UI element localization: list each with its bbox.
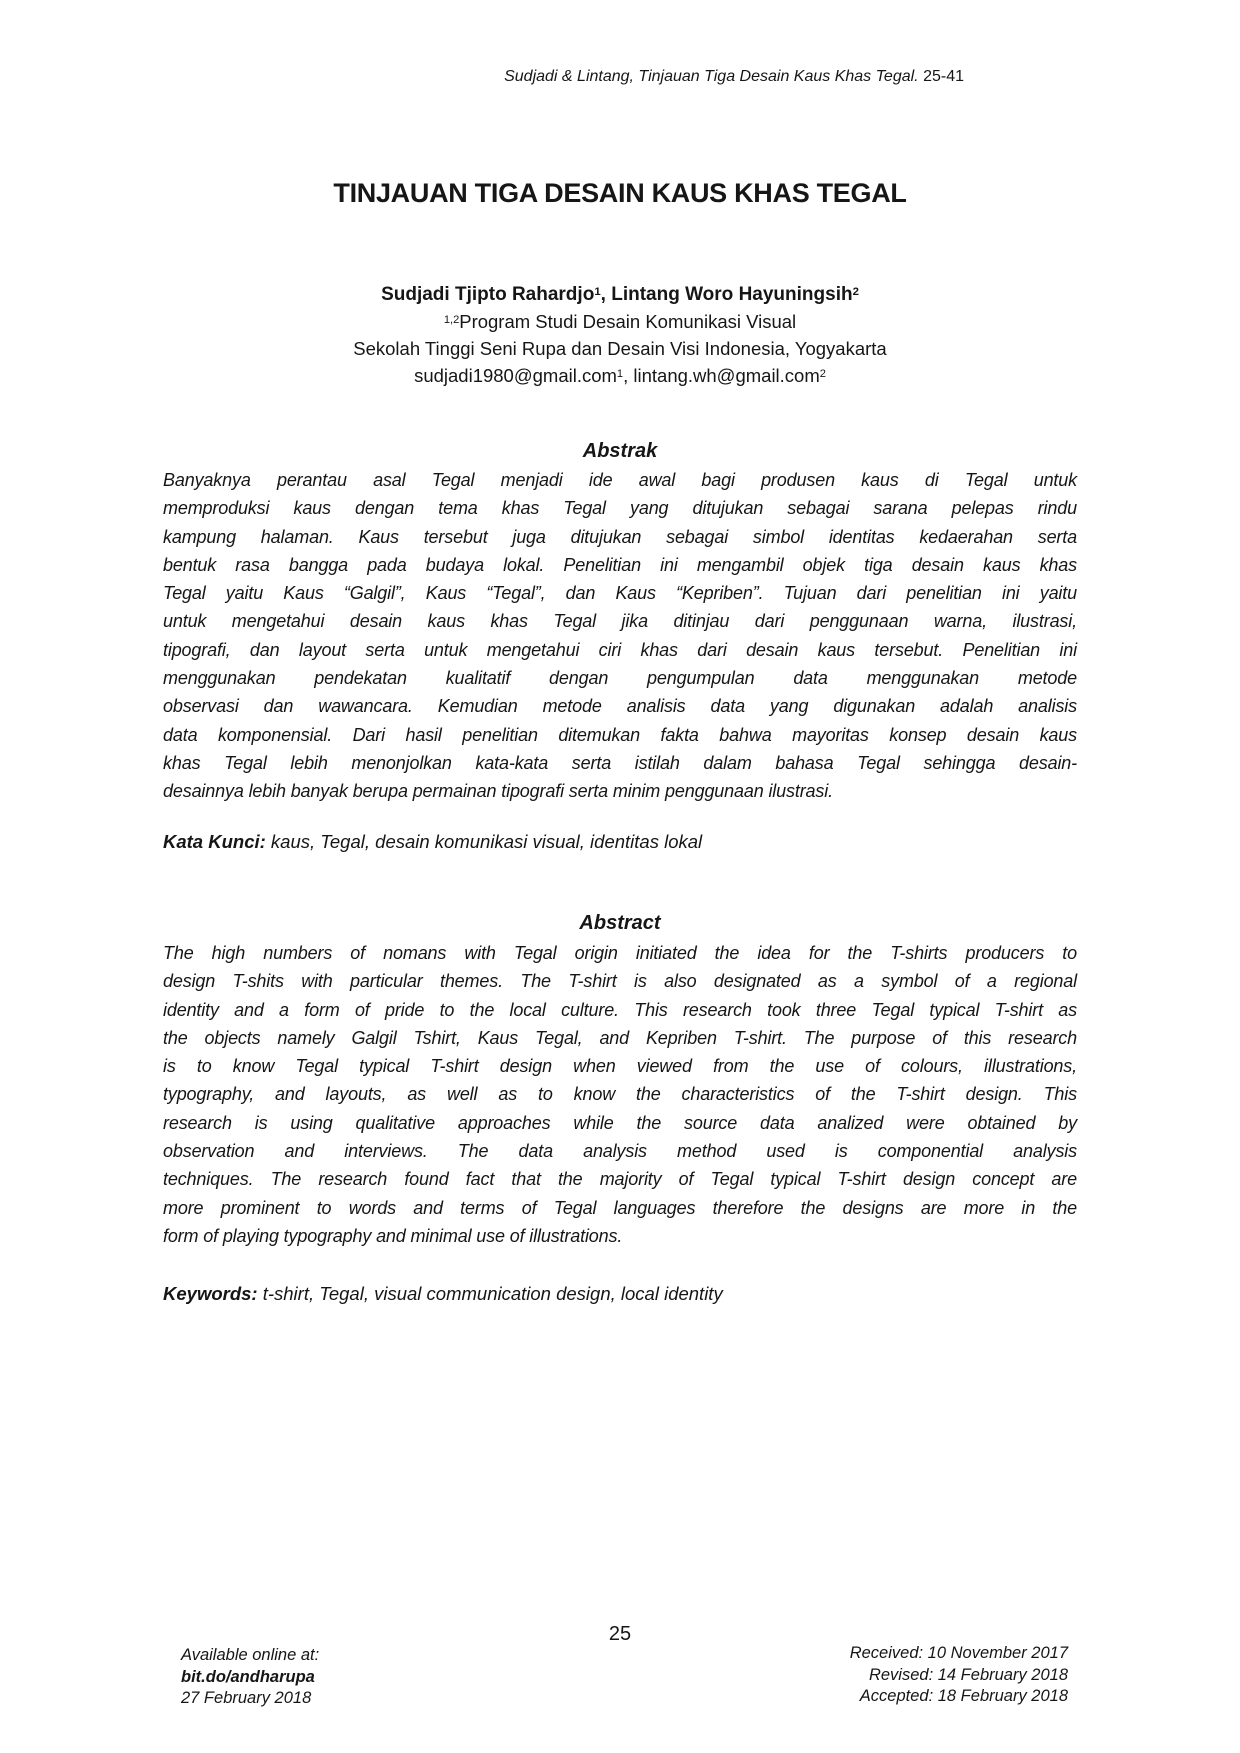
authors-block <box>0 281 1240 389</box>
abstract-line: form of playing typography and minimal use of illustrations. <box>163 1225 623 1246</box>
running-header <box>504 67 964 87</box>
abstract-line: the objects namely Galgil Tshirt, Kaus Tegal, and Kepriben T-shirt. The purpose of this research <box>163 1027 1077 1048</box>
abstrak-line: kampung halaman. Kaus tersebut juga ditujukan sebagai simbol identitas kedaerahan serta <box>163 526 1077 547</box>
email-2: lintang.wh@gmail.com <box>633 365 820 386</box>
emails-line <box>0 362 1240 389</box>
affiliation-line-1 <box>0 308 1240 335</box>
page-number: 25 <box>608 1623 632 1645</box>
accepted-date: Accepted: 18 February 2018 <box>859 1687 1068 1705</box>
affiliation-sup: 1,2 <box>443 314 460 327</box>
author-2: Lintang Woro Hayuningsih <box>611 284 853 305</box>
abstrak-line: Tegal yaitu Kaus “Galgil”, Kaus “Tegal”, dan Kaus “Kepriben”. Tujuan dari penelitian ini yaitu <box>163 583 1077 604</box>
received-date: Received: 10 November 2017 <box>849 1644 1068 1662</box>
publication-date: 27 February 2018 <box>181 1689 312 1707</box>
kata-kunci-values: kaus, Tegal, desain komunikasi visual, identitas lokal <box>265 831 703 852</box>
abstrak-paragraph <box>163 466 1077 806</box>
keywords-line <box>163 1280 1077 1308</box>
footer-right <box>850 1643 1068 1708</box>
abstract-line: more prominent to words and terms of Tegal languages therefore the designs are more in the <box>163 1197 1077 1218</box>
abstract-paragraph <box>163 939 1077 1250</box>
abstract-line: research is using qualitative approaches while the source data analized were obtained by <box>163 1112 1077 1133</box>
abstrak-line: untuk mengetahui desain kaus khas Tegal jika ditinjau dari penggunaan warna, ilustrasi, <box>163 611 1077 632</box>
abstrak-line: desainnya lebih banyak berupa permainan tipografi serta minim penggunaan ilustrasi. <box>163 781 833 802</box>
abstrak-line: Banyaknya perantau asal Tegal menjadi ide awal bagi produsen kaus di Tegal untuk <box>163 470 1077 490</box>
abstrak-line: tipografi, dan layout serta untuk mengetahui ciri khas dari desain kaus tersebut. Penelitian ini <box>163 639 1077 660</box>
keywords-values: t-shirt, Tegal, visual communication design, local identity <box>257 1283 723 1304</box>
email-2-sup: 2 <box>819 368 826 381</box>
journal-short-url: bit.do/andharupa <box>181 1667 315 1686</box>
abstract-line: techniques. The research found fact that the majority of Tegal typical T-shirt design concept are <box>163 1169 1077 1190</box>
abstrak-line: khas Tegal lebih menonjolkan kata-kata serta istilah dalam bahasa Tegal sehingga desain- <box>163 752 1077 773</box>
kata-kunci-label: Kata Kunci: <box>163 831 266 852</box>
running-header-pages: 25-41 <box>918 68 964 85</box>
abstract-line: observation and interviews. The data analysis method used is componential analysis <box>163 1141 1077 1162</box>
email-separator: , <box>623 365 634 386</box>
affiliation-line-2: Sekolah Tinggi Seni Rupa dan Desain Visi Indonesia, Yogyakarta <box>353 338 887 359</box>
email-1: sudjadi1980@gmail.com <box>414 365 617 386</box>
abstract-line: is to know Tegal typical T-shirt design when viewed from the use of colours, illustrations, <box>163 1056 1077 1077</box>
running-header-citation: Sudjadi & Lintang, Tinjauan Tiga Desain Kaus Khas Tegal. <box>504 68 919 85</box>
abstrak-line: menggunakan pendekatan kualitatif dengan pengumpulan data menggunakan metode <box>163 668 1077 689</box>
abstrak-line: observasi dan wawancara. Kemudian metode analisis data yang digunakan adalah analisis <box>163 696 1077 717</box>
keywords-label: Keywords: <box>163 1283 258 1304</box>
abstract-line: design T-shits with particular themes. The T-shirt is also designated as a symbol of a regional <box>163 971 1077 992</box>
footer-left <box>181 1645 319 1710</box>
abstract-heading: Abstract <box>579 912 661 934</box>
abstrak-heading: Abstrak <box>582 440 658 462</box>
author-2-sup: 2 <box>852 285 859 298</box>
author-1-sup: 1 <box>594 285 601 298</box>
abstrak-line: data komponensial. Dari hasil penelitian ditemukan fakta bahwa mayoritas konsep desain kaus <box>163 724 1077 745</box>
available-online-label: Available online at: <box>181 1646 320 1664</box>
abstract-line: identity and a form of pride to the local culture. This research took three Tegal typical T-shirt as <box>163 999 1077 1020</box>
author-1: Sudjadi Tjipto Rahardjo <box>381 284 595 305</box>
abstrak-line: memproduksi kaus dengan tema khas Tegal yang ditujukan sebagai sarana pelepas rindu <box>163 498 1077 519</box>
abstract-line: typography, and layouts, as well as to know the characteristics of the T-shirt design. This <box>163 1084 1077 1105</box>
abstrak-line: bentuk rasa bangga pada budaya lokal. Penelitian ini mengambil objek tiga desain kaus khas <box>163 554 1077 575</box>
author-separator: , <box>600 284 612 305</box>
revised-date: Revised: 14 February 2018 <box>868 1665 1068 1684</box>
abstract-line: The high numbers of nomans with Tegal origin initiated the idea for the T-shirts producers to <box>163 943 1077 963</box>
paper-title: TINJAUAN TIGA DESAIN KAUS KHAS TEGAL <box>333 178 907 208</box>
kata-kunci-line <box>163 828 1077 856</box>
author-names-line <box>0 281 1240 308</box>
affiliation-program: Program Studi Desain Komunikasi Visual <box>459 311 797 332</box>
email-1-sup: 1 <box>616 368 624 381</box>
